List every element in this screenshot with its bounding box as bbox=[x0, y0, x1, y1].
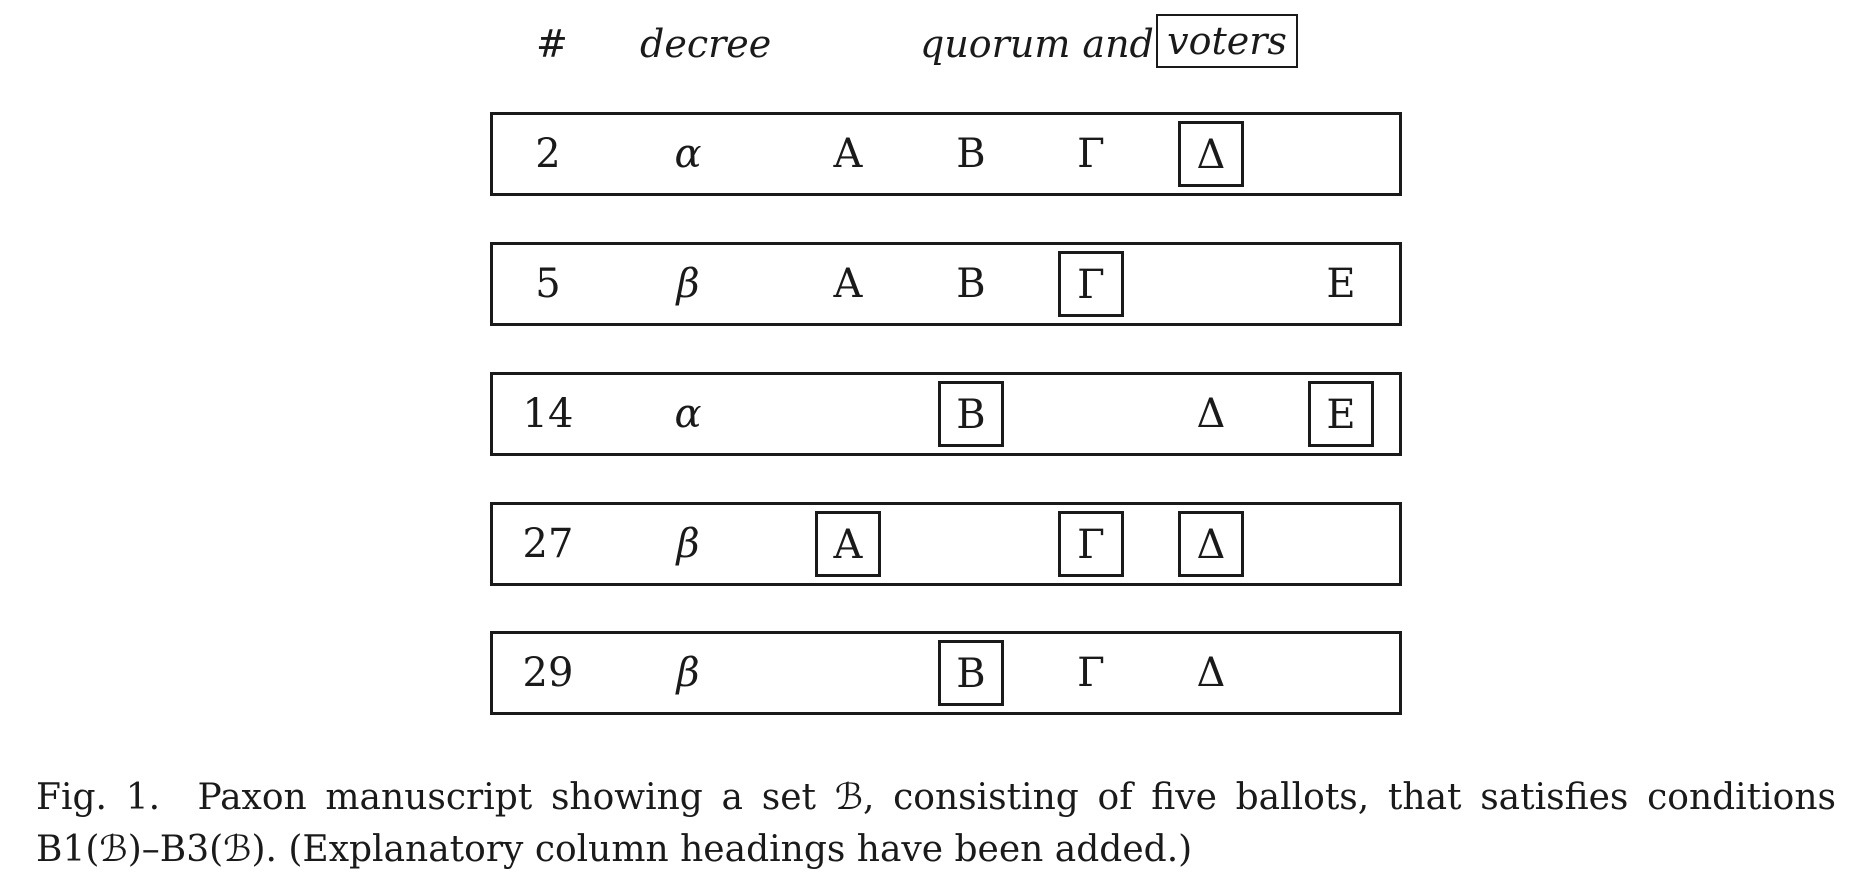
heading-quorum: quorum and bbox=[920, 22, 1154, 66]
ballot-decree: α bbox=[674, 131, 702, 177]
ballot-row bbox=[490, 631, 1402, 715]
heading-decree: decree bbox=[640, 22, 772, 66]
ballot-row bbox=[490, 502, 1402, 586]
quorum-member: A bbox=[833, 131, 863, 177]
quorum-voter: B bbox=[938, 640, 1004, 706]
ballot-number: 2 bbox=[535, 131, 561, 177]
caption-text: Paxon manuscript showing a set ℬ, consisting of five ballots, that satisfies conditions B1(ℬ)–B3(ℬ). (Explanatory column headings have been added.) bbox=[36, 777, 1836, 870]
quorum-voter: Γ bbox=[1058, 251, 1124, 317]
heading-number: # bbox=[536, 22, 568, 66]
ballot-row bbox=[490, 242, 1402, 326]
quorum-member: Γ bbox=[1077, 650, 1105, 696]
quorum-voter: Δ bbox=[1178, 121, 1244, 187]
quorum-member: Γ bbox=[1077, 131, 1105, 177]
quorum-member: B bbox=[956, 131, 986, 177]
quorum-member: B bbox=[956, 261, 986, 307]
ballot-number: 27 bbox=[522, 521, 574, 567]
ballot-row bbox=[490, 372, 1402, 456]
quorum-member: Δ bbox=[1196, 391, 1226, 437]
caption-prefix: Fig. 1. bbox=[36, 777, 161, 818]
ballot-decree: α bbox=[674, 391, 702, 437]
figure-caption bbox=[36, 772, 1836, 876]
ballot-number: 14 bbox=[522, 391, 574, 437]
quorum-voter: Δ bbox=[1178, 511, 1244, 577]
quorum-voter: B bbox=[938, 381, 1004, 447]
quorum-member: Δ bbox=[1196, 650, 1226, 696]
ballot-number: 5 bbox=[535, 261, 561, 307]
quorum-voter: Γ bbox=[1058, 511, 1124, 577]
quorum-voter: A bbox=[815, 511, 881, 577]
heading-voters: voters bbox=[1156, 14, 1298, 68]
quorum-voter: E bbox=[1308, 381, 1374, 447]
ballot-decree: β bbox=[676, 261, 700, 307]
quorum-member: E bbox=[1326, 261, 1356, 307]
ballot-number: 29 bbox=[522, 650, 574, 696]
ballot-decree: β bbox=[676, 521, 700, 567]
ballot-row bbox=[490, 112, 1402, 196]
quorum-member: A bbox=[833, 261, 863, 307]
ballot-decree: β bbox=[676, 650, 700, 696]
